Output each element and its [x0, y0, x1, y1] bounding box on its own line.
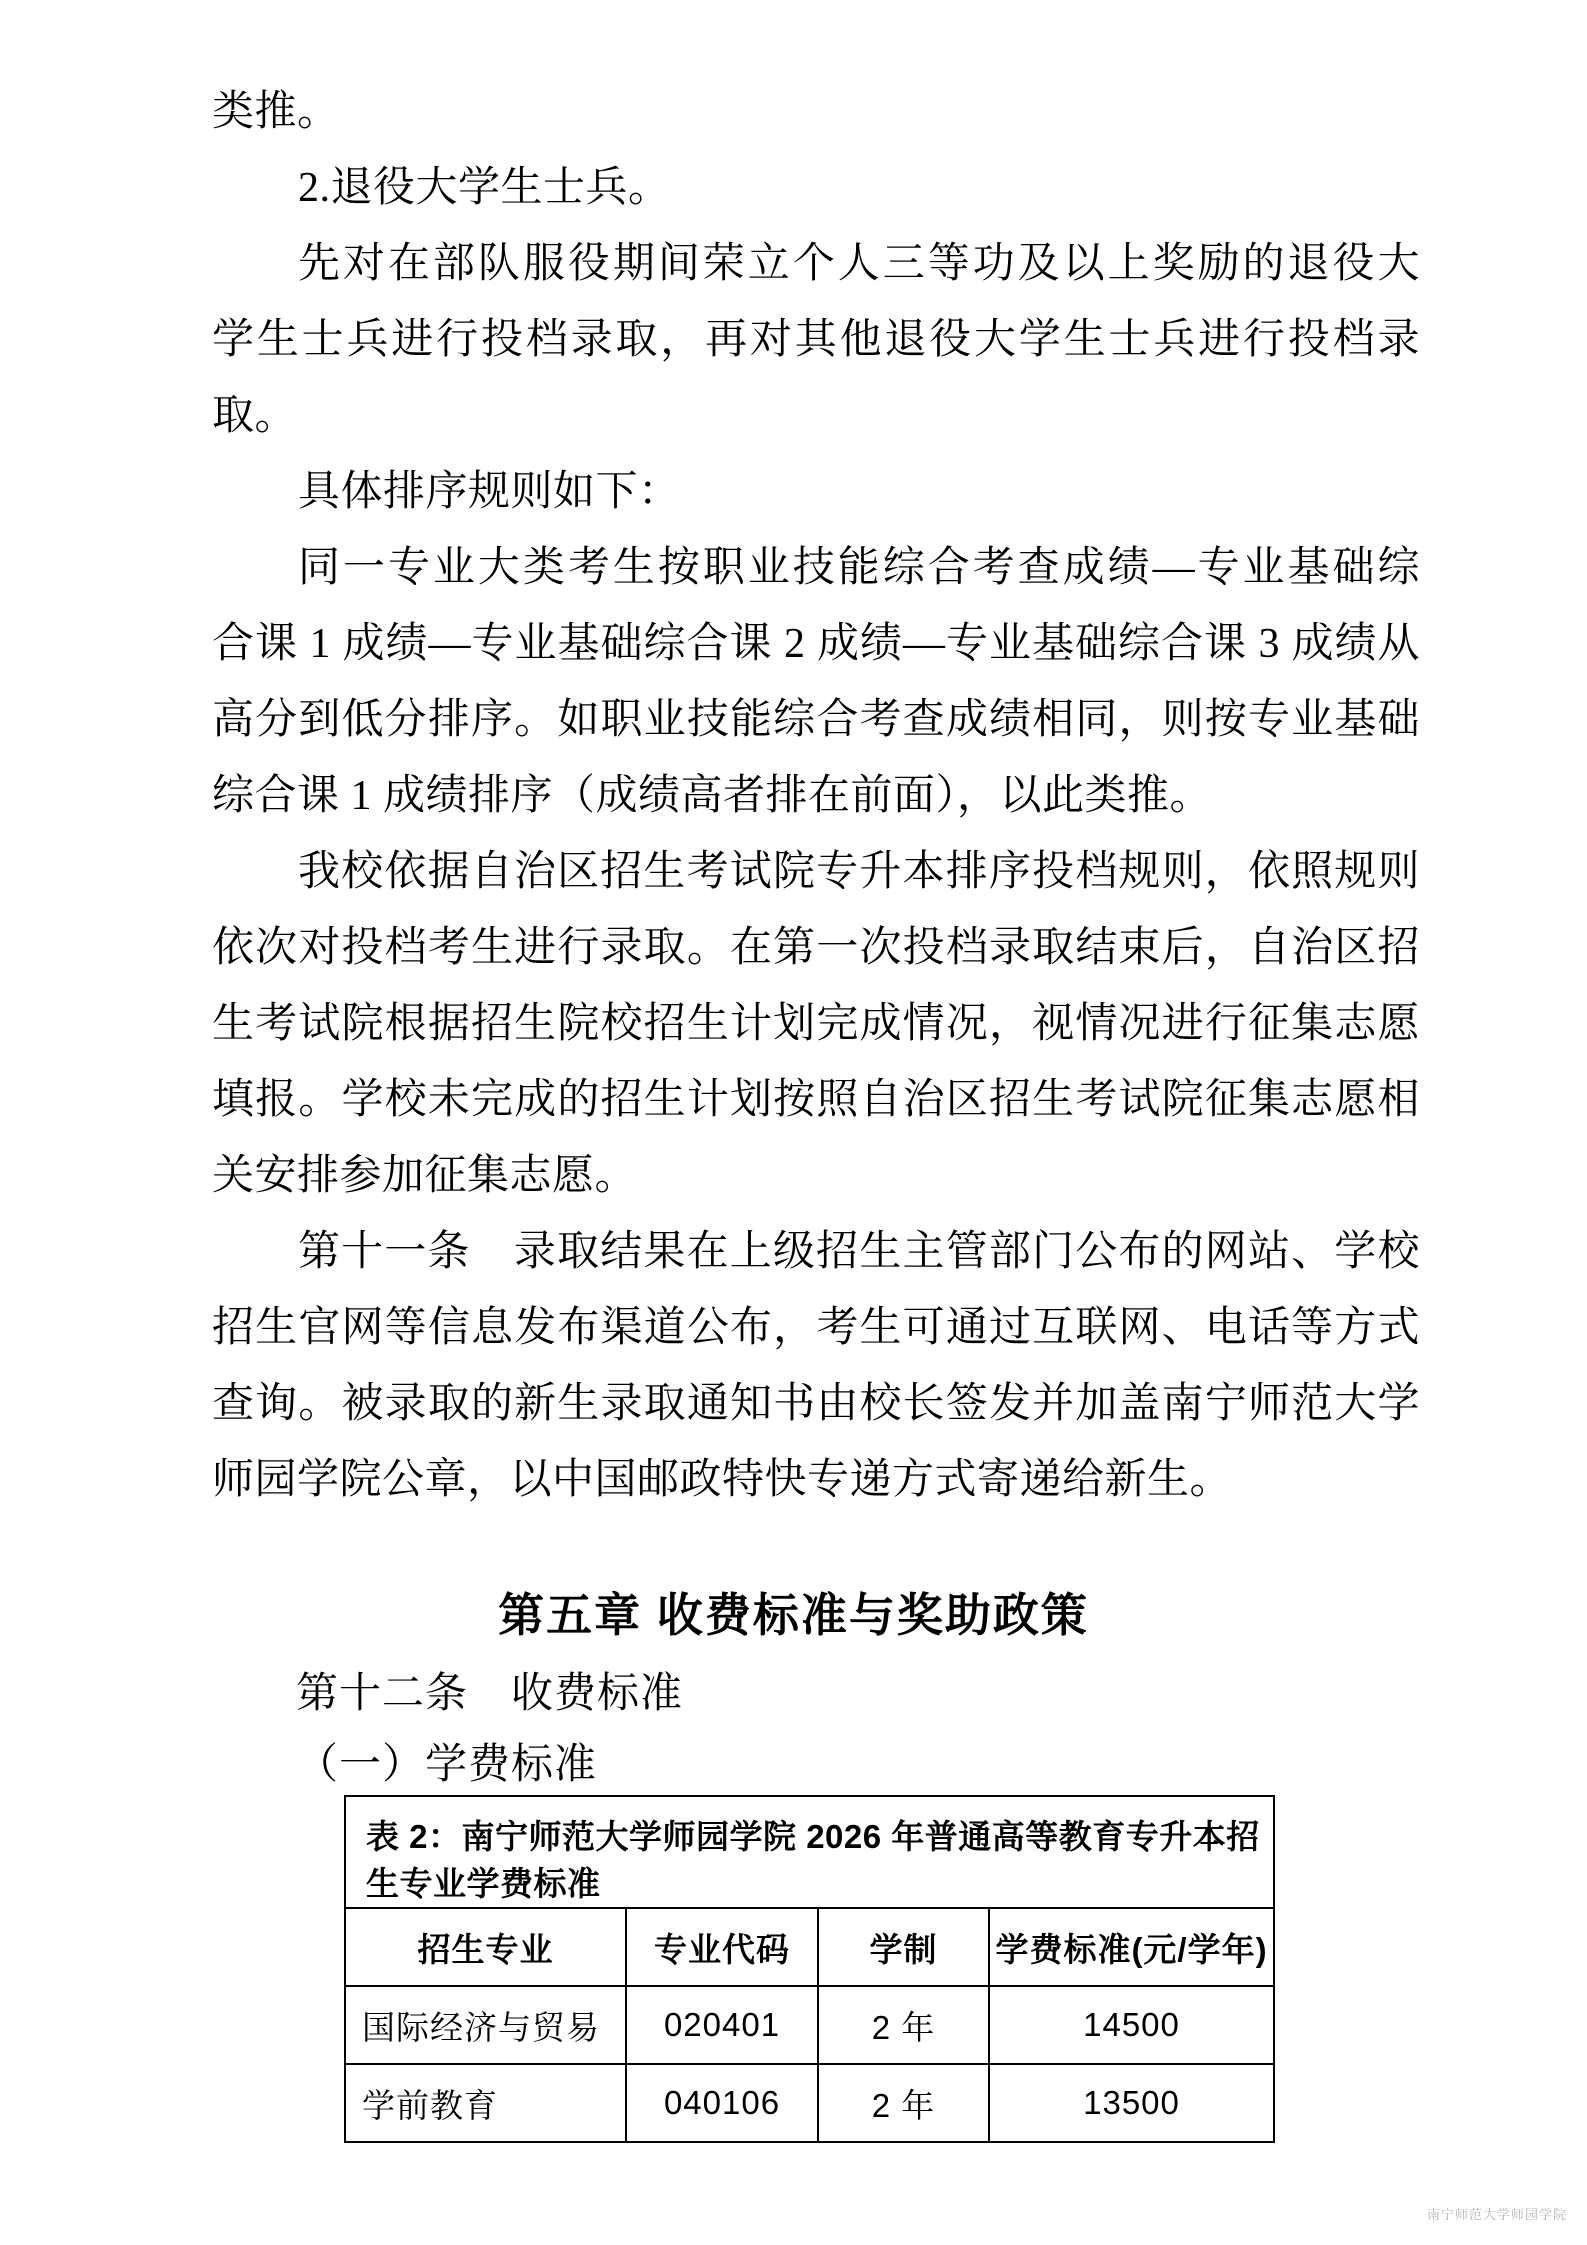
text-line: 第十一条 录取结果在上级招生主管部门公布的网站、学校 [298, 1229, 1420, 1275]
text-line: 先对在部队服役期间荣立个人三等功及以上奖励的退役大 [298, 241, 1420, 287]
table-row [345, 1986, 1274, 2064]
text-line: 同一专业大类考生按职业技能综合考查成绩—专业基础综 [298, 545, 1420, 591]
watermark-text: 南宁师范大学师园学院 [1426, 2207, 1567, 2222]
tuition-fee-table [344, 1795, 1275, 2143]
col-header-major-code: 专业代码 [626, 1908, 818, 1986]
text-line: 高分到低分排序。如职业技能综合考查成绩相同，则按专业基础 [212, 697, 1420, 743]
text-line: 具体排序规则如下： [298, 469, 681, 515]
text-line: 合课 1 成绩—专业基础综合课 2 成绩—专业基础综合课 3 成绩从 [212, 621, 1420, 667]
section-1-heading: （一）学费标准 [296, 1742, 598, 1788]
table-title-row [345, 1796, 1274, 1908]
text-line: 师园学院公章，以中国邮政特快专递方式寄递给新生。 [212, 1457, 1233, 1503]
chapter-heading: 第五章 收费标准与奖助政策 [498, 1589, 1089, 1641]
text-line: 查询。被录取的新生录取通知书由校长签发并加盖南宁师范大学 [212, 1381, 1420, 1427]
text-line: 生考试院根据招生院校招生计划完成情况，视情况进行征集志愿 [212, 1001, 1420, 1047]
text-line: 2.退役大学生士兵。 [298, 165, 671, 211]
cell-tuition: 14500 [989, 1986, 1274, 2064]
table-title: 表 2：南宁师范大学师园学院 2026 年普通高等教育专升本招生专业学费标准 [345, 1796, 1274, 1908]
table-header-row [345, 1908, 1274, 1986]
body-text-block [212, 74, 1420, 1518]
text-line: 取。 [212, 393, 298, 439]
article-12-heading: 第十二条 收费标准 [296, 1671, 684, 1717]
text-line: 关安排参加征集志愿。 [212, 1153, 638, 1199]
text-line: 依次对投档考生进行录取。在第一次投档录取结束后，自治区招 [212, 925, 1420, 971]
cell-major: 学前教育 [345, 2064, 626, 2142]
text-line: 综合课 1 成绩排序（成绩高者排在前面），以此类推。 [212, 773, 1213, 819]
text-line: 填报。学校未完成的招生计划按照自治区招生考试院征集志愿相 [212, 1077, 1420, 1123]
text-line: 招生官网等信息发布渠道公布，考生可通过互联网、电话等方式 [212, 1305, 1420, 1351]
cell-major: 国际经济与贸易 [345, 1986, 626, 2064]
cell-duration: 2 年 [818, 2064, 989, 2142]
text-line: 我校依据自治区招生考试院专升本排序投档规则，依照规则 [298, 849, 1420, 895]
cell-tuition: 13500 [989, 2064, 1274, 2142]
col-header-duration: 学制 [818, 1908, 989, 1986]
cell-major-code: 020401 [626, 1986, 818, 2064]
cell-duration: 2 年 [818, 1986, 989, 2064]
text-line: 学生士兵进行投档录取，再对其他退役大学生士兵进行投档录 [212, 317, 1420, 363]
col-header-tuition: 学费标准(元/学年) [989, 1908, 1274, 1986]
cell-major-code: 040106 [626, 2064, 818, 2142]
col-header-major: 招生专业 [345, 1908, 626, 1986]
text-line: 类推。 [212, 89, 340, 135]
table-row [345, 2064, 1274, 2142]
